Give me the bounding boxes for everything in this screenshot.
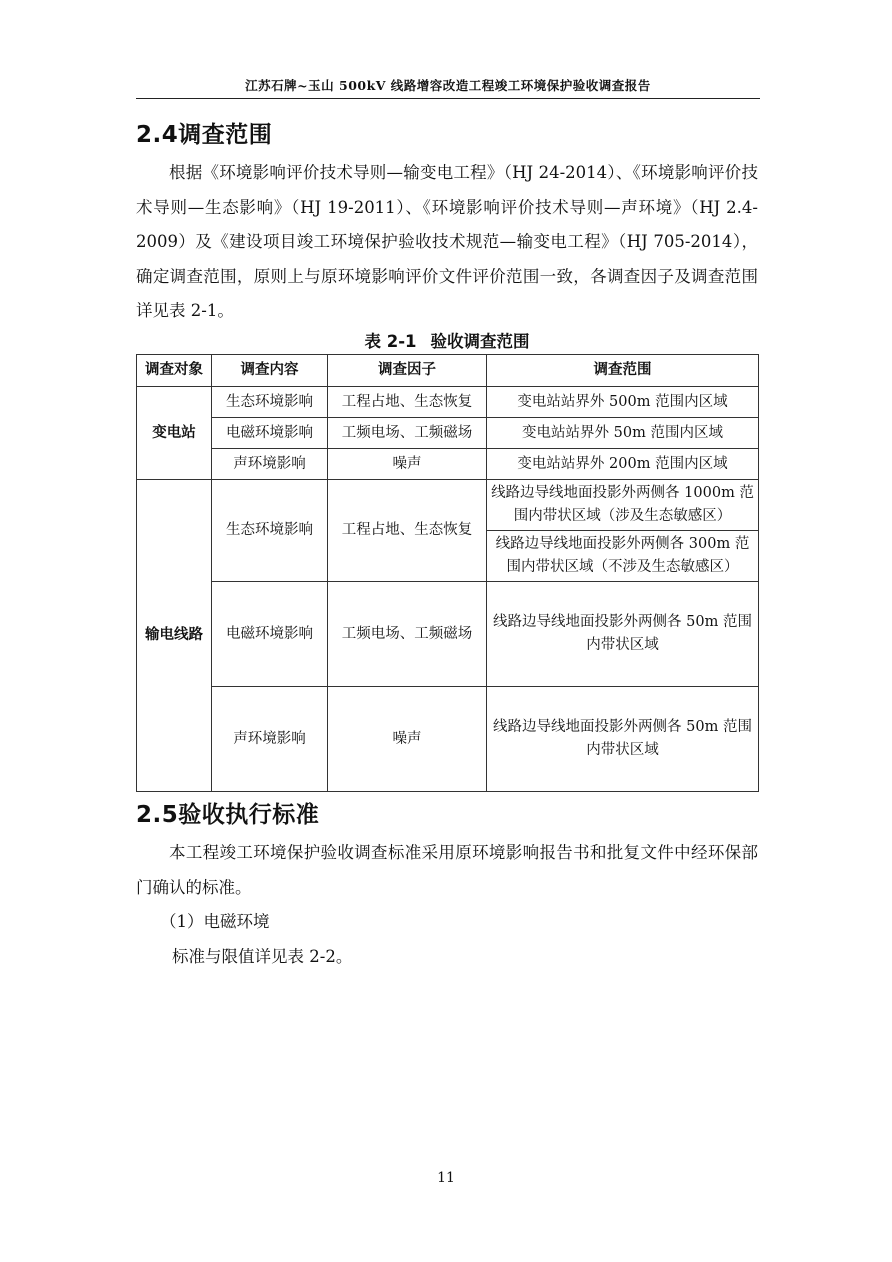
table-row [137, 687, 759, 792]
content-cell: 声环境影响 [212, 449, 328, 480]
table-caption-number: 表 2-1 [364, 332, 417, 351]
section-2-4-paragraph: 根据《环境影响评价技术导则—输变电工程》（HJ 24-2014）、《环境影响评价技术导则—生态影响》（HJ 19-2011）、《环境影响评价技术导则—声环境》（HJ 2.4-2009）及《建设项目竣工环境保护验收技术规范—输变电工程》（HJ 705-2014），确定调查范围，原则上与原环境影响评价文件评价范围一致，各调查因子及调查范围详见表 2-1。 [136, 163, 758, 320]
table-row [137, 480, 759, 531]
scope-cell: 变电站站界外 50m 范围内区域 [487, 418, 759, 449]
factor-cell: 噪声 [328, 687, 487, 792]
survey-scope-table [136, 354, 759, 792]
table-row [137, 418, 759, 449]
table-row [137, 387, 759, 418]
factor-cell: 噪声 [328, 449, 487, 480]
list-item-em-environment: （1）电磁环境 [160, 912, 270, 931]
content-cell: 生态环境影响 [212, 387, 328, 418]
table-header-row [137, 355, 759, 387]
object-cell-substation: 变电站 [137, 387, 212, 480]
scope-cell: 线路边导线地面投影外两侧各 50m 范围内带状区域 [487, 582, 759, 687]
scope-cell: 变电站站界外 500m 范围内区域 [487, 387, 759, 418]
factor-cell: 工程占地、生态恢复 [328, 387, 487, 418]
content-cell: 电磁环境影响 [212, 582, 328, 687]
factor-cell: 工程占地、生态恢复 [328, 480, 487, 582]
content-cell: 声环境影响 [212, 687, 328, 792]
header-cell-scope: 调查范围 [487, 355, 759, 387]
section-heading-2-4: 2.4调查范围 [136, 122, 273, 148]
page-number: 11 [437, 1170, 455, 1186]
running-header: 江苏石牌~玉山 500kV 线路增容改造工程竣工环境保护验收调查报告 [245, 78, 651, 93]
factor-cell: 工频电场、工频磁场 [328, 582, 487, 687]
header-cell-content: 调查内容 [212, 355, 328, 387]
content-cell: 电磁环境影响 [212, 418, 328, 449]
section-heading-2-5: 2.5验收执行标准 [136, 802, 320, 828]
scope-cell: 线路边导线地面投影外两侧各 300m 范围内带状区域（不涉及生态敏感区） [487, 531, 759, 582]
section-2-5-paragraph: 本工程竣工环境保护验收调查标准采用原环境影响报告书和批复文件中经环保部门确认的标准。 [136, 843, 758, 897]
table-caption-title: 验收调查范围 [430, 332, 530, 351]
table-row [137, 582, 759, 687]
header-cell-object: 调查对象 [137, 355, 212, 387]
header-rule [136, 98, 760, 99]
scope-cell: 线路边导线地面投影外两侧各 1000m 范围内带状区域（涉及生态敏感区） [487, 480, 759, 531]
object-cell-line: 输电线路 [137, 480, 212, 792]
header-cell-factor: 调查因子 [328, 355, 487, 387]
factor-cell: 工频电场、工频磁场 [328, 418, 487, 449]
content-cell: 生态环境影响 [212, 480, 328, 582]
standard-reference-text: 标准与限值详见表 2-2。 [172, 947, 353, 966]
table-caption [136, 328, 758, 352]
table-row [137, 449, 759, 480]
scope-cell: 线路边导线地面投影外两侧各 50m 范围内带状区域 [487, 687, 759, 792]
scope-cell: 变电站站界外 200m 范围内区域 [487, 449, 759, 480]
